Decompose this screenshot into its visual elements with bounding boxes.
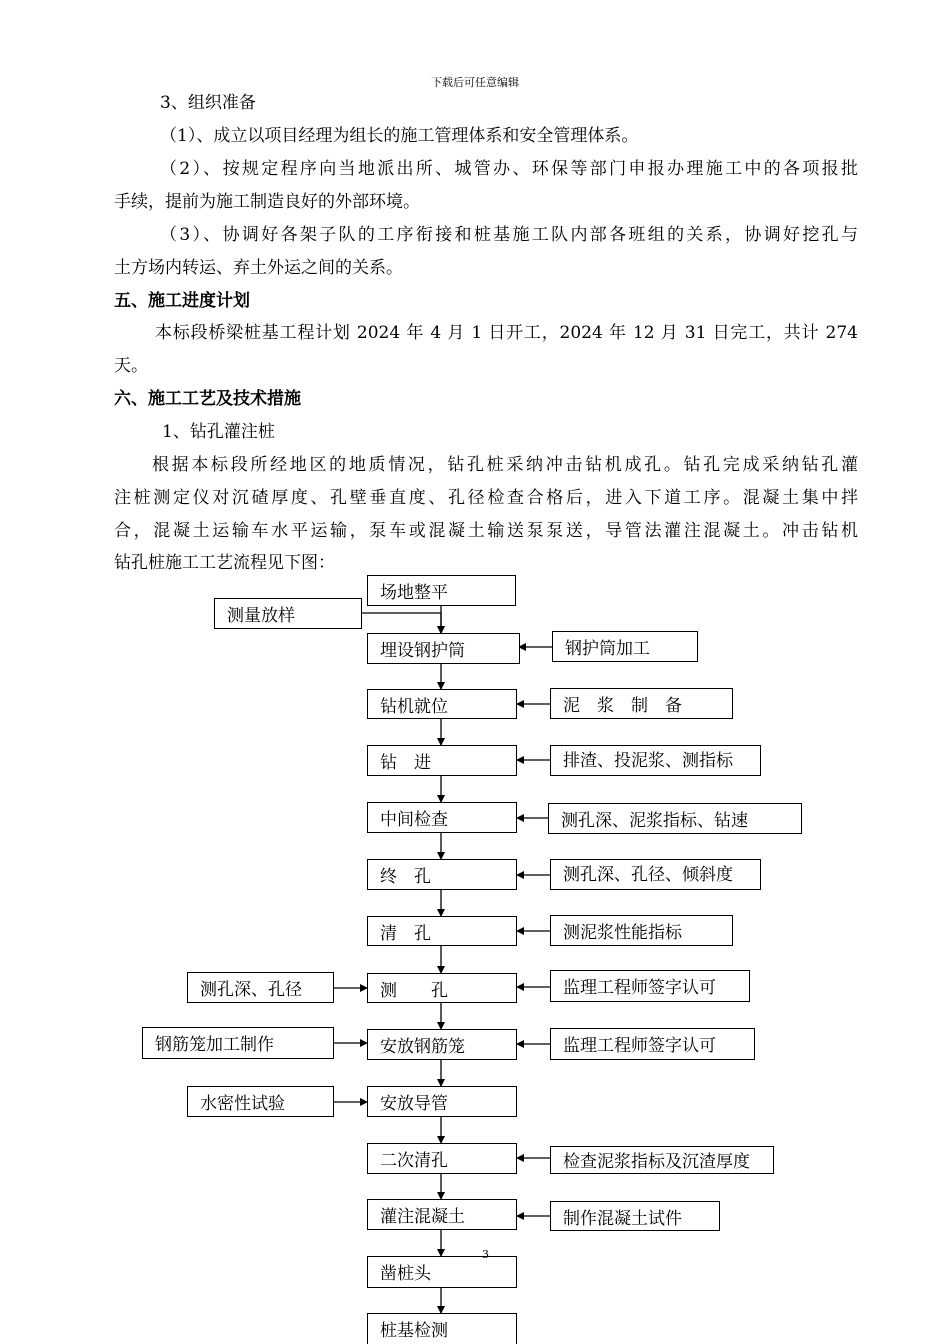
section-6-line1: 根据本标段所经地区的地质情况，钻孔桩采纳冲击钻机成孔。钻孔完成采纳钻孔灌	[152, 455, 858, 475]
org-item-2-line1: （2）、按规定程序向当地派出所、城管办、环保等部门申报办理施工中的各项报批	[160, 159, 858, 179]
org-item-1: （1）、成立以项目经理为组长的施工管理体系和安全管理体系。	[160, 126, 639, 146]
step-hole-measuring: 测 孔	[367, 973, 517, 1003]
section-5-line2: 天。	[114, 356, 148, 376]
step-intermediate-check: 中间检查	[367, 802, 517, 833]
input-supervisor-approval-1: 监理工程师签字认可	[550, 970, 750, 1002]
input-survey-layout: 测量放样	[214, 598, 362, 629]
org-item-2-line2: 手续，提前为施工制造良好的外部环境。	[114, 192, 420, 212]
section-6-line2: 注桩测定仪对沉碴厚度、孔壁垂直度、孔径检查合格后，进入下道工序。混凝土集中拌	[114, 488, 858, 508]
input-casing-fabrication: 钢护筒加工	[552, 631, 698, 662]
section-5-title: 五、施工进度计划	[114, 291, 250, 311]
step-secondary-cleaning: 二次清孔	[367, 1143, 517, 1174]
header-note: 下载后可任意编辑	[431, 76, 519, 89]
step-concrete-pouring: 灌注混凝土	[367, 1199, 517, 1230]
step-casing-burying: 埋设钢护筒	[367, 633, 520, 664]
input-concrete-specimens: 制作混凝土试件	[550, 1201, 720, 1231]
arrow-from-survey	[362, 613, 441, 633]
input-supervisor-approval-2: 监理工程师签字认可	[550, 1028, 755, 1060]
step-cage-placement: 安放钢筋笼	[367, 1029, 517, 1060]
org-item-3-line1: （3）、协调好各架子队的工序衔接和桩基施工队内部各班组的关系，协调好挖孔与	[160, 225, 858, 245]
step-site-leveling: 场地整平	[367, 575, 516, 606]
input-cage-fabrication: 钢筋笼加工制作	[142, 1027, 334, 1059]
step-drilling: 钻 进	[367, 745, 517, 776]
input-slag-discharge: 排渣、投泥浆、测指标	[550, 745, 761, 776]
step-hole-cleaning: 清 孔	[367, 916, 517, 946]
section-6-line4: 钻孔桩施工工艺流程见下图：	[114, 553, 335, 573]
input-watertightness-test: 水密性试验	[187, 1086, 334, 1117]
org-title: 3、组织准备	[160, 93, 256, 113]
section-6-title: 六、施工工艺及技术措施	[114, 389, 301, 409]
step-final-hole: 终 孔	[367, 859, 517, 890]
section-6-subtitle: 1、钻孔灌注桩	[162, 422, 275, 442]
org-item-3-line2: 土方场内转运、弃土外运之间的关系。	[114, 258, 403, 278]
step-pile-testing: 桩基检测	[367, 1313, 517, 1344]
input-mud-sediment-check: 检查泥浆指标及沉渣厚度	[550, 1146, 774, 1174]
input-depth-diameter: 测孔深、孔径	[187, 972, 334, 1003]
input-mud-preparation: 泥 浆 制 备	[550, 688, 733, 719]
section-5-line1: 本标段桥梁桩基工程计划 2024 年 4 月 1 日开工，2024 年 12 月 31 日完工，共计 274	[155, 323, 858, 343]
input-depth-mud-speed: 测孔深、泥浆指标、钻速	[548, 803, 802, 834]
step-pile-head-chiseling: 凿桩头	[367, 1256, 517, 1288]
step-tremie-placement: 安放导管	[367, 1086, 517, 1117]
section-6-line3: 合，混凝土运输车水平运输，泵车或混凝土输送泵泵送，导管法灌注混凝土。冲击钻机	[114, 521, 858, 541]
step-rig-positioning: 钻机就位	[367, 689, 517, 719]
input-depth-diameter-tilt: 测孔深、孔径、倾斜度	[550, 859, 761, 890]
page-number: 3	[482, 1248, 489, 1261]
input-mud-performance: 测泥浆性能指标	[550, 915, 733, 946]
